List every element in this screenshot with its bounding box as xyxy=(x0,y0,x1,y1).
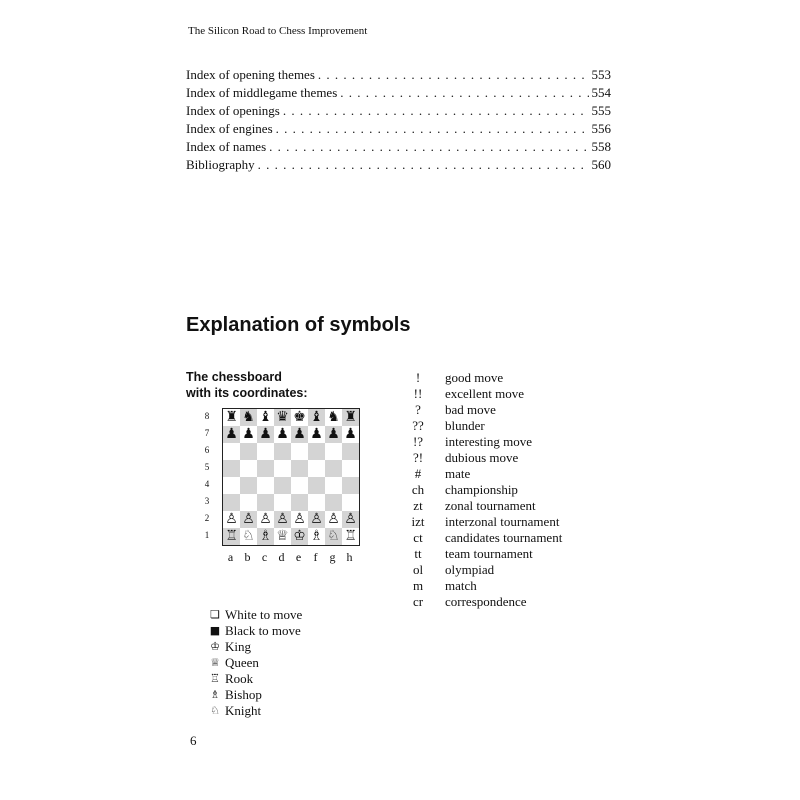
board-square-c5 xyxy=(257,460,274,477)
board-square-g5 xyxy=(325,460,342,477)
board-square-e3 xyxy=(291,494,308,511)
rank-label: 6 xyxy=(204,445,210,455)
symbol-meaning: interzonal tournament xyxy=(445,514,560,529)
legend-item xyxy=(206,687,302,703)
toc-entry-page: 554 xyxy=(591,85,611,100)
white-square-icon: ❏ xyxy=(210,608,220,621)
board-square-f5 xyxy=(308,460,325,477)
legend-item xyxy=(206,639,302,655)
board-square-e8: ♚ xyxy=(291,409,308,426)
rank-label: 3 xyxy=(204,496,210,506)
file-label: d xyxy=(278,550,285,564)
board-square-c3 xyxy=(257,494,274,511)
toc-entry-page: 560 xyxy=(591,157,611,172)
diagram-legend xyxy=(206,607,302,719)
toc-entry-title: Bibliography xyxy=(186,157,255,172)
board-square-b1: ♘ xyxy=(240,528,257,545)
board-square-e1: ♔ xyxy=(291,528,308,545)
section-title: Explanation of symbols xyxy=(186,314,411,336)
symbol-meaning: olympiad xyxy=(445,562,495,577)
symbol: cr xyxy=(412,594,424,609)
board-square-c4 xyxy=(257,477,274,494)
toc-leader-dots xyxy=(283,102,589,120)
toc-entry-title: Index of opening themes xyxy=(186,67,315,82)
file-label: a xyxy=(227,550,234,564)
symbol: # xyxy=(414,466,422,481)
board-square-d3 xyxy=(274,494,291,511)
symbol-entry xyxy=(400,450,562,466)
board-square-a2: ♙ xyxy=(223,511,240,528)
board-square-h5 xyxy=(342,460,359,477)
symbol-meaning: blunder xyxy=(445,418,485,433)
legend-label: King xyxy=(225,639,251,654)
bishop-icon: ♗ xyxy=(210,688,220,701)
file-label: c xyxy=(261,550,268,564)
board-square-g6 xyxy=(325,443,342,460)
board-square-d7: ♟ xyxy=(274,426,291,443)
toc-leader-dots xyxy=(318,66,589,84)
rank-label: 5 xyxy=(204,462,210,472)
symbol-entry xyxy=(400,386,562,402)
board-square-b7: ♟ xyxy=(240,426,257,443)
chessboard-heading-line: The chessboard xyxy=(186,370,282,384)
file-label: f xyxy=(313,550,318,564)
board-square-f7: ♟ xyxy=(308,426,325,443)
symbol-meaning: team tournament xyxy=(445,546,533,561)
symbol-meaning: good move xyxy=(445,370,504,385)
black-square-icon: ■ xyxy=(209,624,221,637)
board-square-e6 xyxy=(291,443,308,460)
symbol: ?? xyxy=(412,418,424,433)
board-square-g3 xyxy=(325,494,342,511)
king-icon: ♔ xyxy=(210,640,220,653)
running-header: The Silicon Road to Chess Improvement xyxy=(188,25,368,37)
board-square-f1: ♗ xyxy=(308,528,325,545)
chessboard-heading xyxy=(186,369,308,401)
board-square-a6 xyxy=(223,443,240,460)
board-square-g7: ♟ xyxy=(325,426,342,443)
toc-entry xyxy=(186,138,611,156)
board-square-f8: ♝ xyxy=(308,409,325,426)
legend-item xyxy=(206,623,302,639)
symbol-entry xyxy=(400,546,562,562)
toc-entry xyxy=(186,120,611,138)
board-square-e7: ♟ xyxy=(291,426,308,443)
board-square-b2: ♙ xyxy=(240,511,257,528)
board-square-c7: ♟ xyxy=(257,426,274,443)
symbol-meaning: candidates tournament xyxy=(445,530,563,545)
board-square-a7: ♟ xyxy=(223,426,240,443)
toc-leader-dots xyxy=(269,138,588,156)
symbol-entry xyxy=(400,530,562,546)
board-square-c6 xyxy=(257,443,274,460)
symbol-entry xyxy=(400,578,562,594)
toc-entry-title: Index of engines xyxy=(186,121,273,136)
toc-entry-page: 555 xyxy=(591,103,611,118)
symbol: ch xyxy=(411,482,425,497)
board-square-b6 xyxy=(240,443,257,460)
toc-entry-title: Index of middlegame themes xyxy=(186,85,338,100)
file-label: b xyxy=(244,550,251,564)
rook-icon: ♖ xyxy=(210,672,220,685)
board-square-f6 xyxy=(308,443,325,460)
board-square-d5 xyxy=(274,460,291,477)
symbol-meaning: correspondence xyxy=(445,594,527,609)
page-number: 6 xyxy=(190,733,197,748)
symbol-entry xyxy=(400,466,562,482)
symbol: tt xyxy=(414,546,422,561)
board-square-a4 xyxy=(223,477,240,494)
symbol-meaning: championship xyxy=(445,482,518,497)
board-square-h8: ♜ xyxy=(342,409,359,426)
board-square-b3 xyxy=(240,494,257,511)
toc-entry-page: 558 xyxy=(591,139,611,154)
symbol-entry xyxy=(400,562,562,578)
board-square-h4 xyxy=(342,477,359,494)
symbol-meaning: zonal tournament xyxy=(445,498,536,513)
toc-entry-page: 556 xyxy=(591,121,611,136)
board-square-h2: ♙ xyxy=(342,511,359,528)
board-square-a8: ♜ xyxy=(223,409,240,426)
board-square-f3 xyxy=(308,494,325,511)
rank-label: 8 xyxy=(204,411,210,421)
symbol-meaning: match xyxy=(445,578,477,593)
legend-item xyxy=(206,703,302,719)
file-label: h xyxy=(346,550,353,564)
board-square-d4 xyxy=(274,477,291,494)
toc-leader-dots xyxy=(340,84,588,102)
symbol-meaning: mate xyxy=(445,466,471,481)
board-square-c1: ♗ xyxy=(257,528,274,545)
symbol-entry xyxy=(400,418,562,434)
toc-entry xyxy=(186,156,611,174)
symbol-entry xyxy=(400,402,562,418)
board-square-f2: ♙ xyxy=(308,511,325,528)
board-square-d2: ♙ xyxy=(274,511,291,528)
legend-label: Black to move xyxy=(225,623,301,638)
board-square-h6 xyxy=(342,443,359,460)
symbol: !? xyxy=(412,434,424,449)
board-square-b4 xyxy=(240,477,257,494)
symbol-entry xyxy=(400,434,562,450)
file-label: g xyxy=(329,550,336,564)
legend-item xyxy=(206,671,302,687)
board-square-e4 xyxy=(291,477,308,494)
legend-label: Bishop xyxy=(225,687,262,702)
symbol: !! xyxy=(413,386,423,401)
legend-label: White to move xyxy=(225,607,303,622)
board-square-f4 xyxy=(308,477,325,494)
rank-label: 1 xyxy=(204,530,210,540)
board-square-h3 xyxy=(342,494,359,511)
symbol: izt xyxy=(411,514,425,529)
toc-entry xyxy=(186,66,611,84)
symbol: ct xyxy=(413,530,423,545)
board-square-g4 xyxy=(325,477,342,494)
legend-item xyxy=(206,655,302,671)
symbol: m xyxy=(412,578,424,593)
toc-leader-dots xyxy=(258,156,589,174)
board-square-b8: ♞ xyxy=(240,409,257,426)
board-square-d8: ♛ xyxy=(274,409,291,426)
legend-label: Queen xyxy=(225,655,259,670)
symbol: ol xyxy=(412,562,424,577)
board-square-a5 xyxy=(223,460,240,477)
knight-icon: ♘ xyxy=(210,704,220,717)
symbol-entry xyxy=(400,594,562,610)
board-square-c8: ♝ xyxy=(257,409,274,426)
symbol-meaning: interesting move xyxy=(445,434,533,449)
board-square-d1: ♕ xyxy=(274,528,291,545)
symbol: ! xyxy=(415,370,421,385)
queen-icon: ♕ xyxy=(210,656,220,669)
board-square-b5 xyxy=(240,460,257,477)
legend-label: Knight xyxy=(225,703,262,718)
table-of-contents xyxy=(186,66,611,174)
board-square-c2: ♙ xyxy=(257,511,274,528)
symbol-entry xyxy=(400,370,562,386)
toc-entry xyxy=(186,84,611,102)
file-labels xyxy=(222,550,360,565)
symbol: zt xyxy=(413,498,423,513)
rank-label: 7 xyxy=(204,428,210,438)
toc-leader-dots xyxy=(276,120,589,138)
rank-label: 2 xyxy=(204,513,210,523)
symbol-meaning: dubious move xyxy=(445,450,519,465)
symbol-entry xyxy=(400,498,562,514)
toc-entry xyxy=(186,102,611,120)
board-square-h7: ♟ xyxy=(342,426,359,443)
symbol-entry xyxy=(400,482,562,498)
legend-label: Rook xyxy=(225,671,254,686)
symbol-list xyxy=(400,370,562,610)
board-square-g8: ♞ xyxy=(325,409,342,426)
symbol-meaning: excellent move xyxy=(445,386,525,401)
board-square-g2: ♙ xyxy=(325,511,342,528)
legend-item xyxy=(206,607,302,623)
toc-entry-title: Index of openings xyxy=(186,103,280,118)
symbol-entry xyxy=(400,514,562,530)
chessboard xyxy=(222,408,360,546)
board-square-g1: ♘ xyxy=(325,528,342,545)
file-label: e xyxy=(295,550,302,564)
symbol: ?! xyxy=(412,450,424,465)
toc-entry-page: 553 xyxy=(591,67,611,82)
symbol: ? xyxy=(415,402,421,417)
board-square-e2: ♙ xyxy=(291,511,308,528)
rank-label: 4 xyxy=(204,479,210,489)
board-square-h1: ♖ xyxy=(342,528,359,545)
chessboard-heading-line: with its coordinates: xyxy=(186,386,308,400)
board-square-d6 xyxy=(274,443,291,460)
board-square-a1: ♖ xyxy=(223,528,240,545)
symbol-meaning: bad move xyxy=(445,402,496,417)
board-square-a3 xyxy=(223,494,240,511)
toc-entry-title: Index of names xyxy=(186,139,267,154)
board-square-e5 xyxy=(291,460,308,477)
